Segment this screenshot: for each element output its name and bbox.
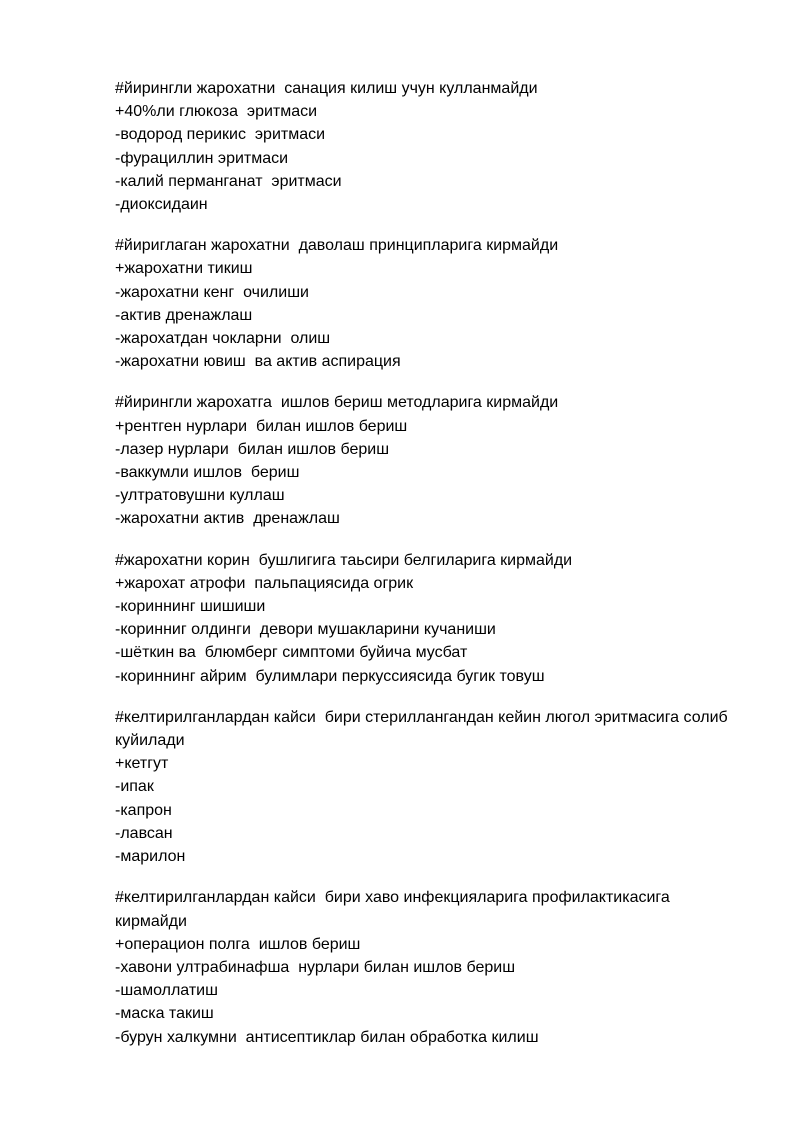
answer-option: -лазер нурлари билан ишлов бериш (115, 440, 390, 458)
answer-option: -марилон (115, 848, 186, 866)
answer-option: -маска такиш (115, 1005, 214, 1023)
answer-option: -шёткин ва блюмберг симптоми буйича мусбат (115, 644, 468, 662)
question-block-1 (115, 77, 745, 216)
answer-option: +кетгут (115, 755, 169, 773)
answer-option: -ипак (115, 778, 154, 796)
answer-option: +40%ли глюкоза эритмаси (115, 103, 318, 121)
answer-option: -актив дренажлаш (115, 306, 253, 324)
document-page (115, 77, 745, 1067)
question-block-3 (115, 391, 745, 530)
answer-option: -жарохатни кенг очилиши (115, 283, 309, 301)
answer-option: -бурун халкумни антисептиклар билан обработка килиш (115, 1028, 539, 1046)
answer-option: +рентген нурлари билан ишлов бериш (115, 417, 408, 435)
answer-option: -ваккумли ишлов бериш (115, 464, 300, 482)
answer-option: -водород перикис эритмаси (115, 126, 326, 144)
question-block-2 (115, 234, 745, 373)
question-text: #келтирилганлардан кайси бири стериллангандан кейин люгол эритмасига солиб куйилади (115, 708, 733, 750)
answer-option: -жарохатдан чокларни олиш (115, 330, 331, 348)
answer-option: +операцион полга ишлов бериш (115, 935, 361, 953)
answer-option: -хавони ултрабинафша нурлари билан ишлов бериш (115, 958, 516, 976)
answer-option: -калий перманганат эритмаси (115, 172, 342, 190)
answer-option: +жарохатни тикиш (115, 260, 253, 278)
answer-option: -фурациллин эритмаси (115, 149, 289, 167)
question-text: #келтирилганлардан кайси бири хаво инфекцияларига профилактикасига кирмайди (115, 889, 675, 930)
answer-option: -коринниг олдинги девори мушакларини кучаниши (115, 621, 496, 639)
question-text: #жарохатни корин бушлигига таьсири белгиларига кирмайди (115, 551, 573, 569)
question-block-6 (115, 886, 745, 1048)
answer-option: -капрон (115, 801, 172, 819)
question-text: #йириглаган жарохатни даволаш принципларига кирмайди (115, 237, 559, 255)
question-block-4 (115, 549, 745, 688)
question-text: #йирингли жарохатга ишлов бериш методларига кирмайди (115, 394, 559, 412)
question-block-5 (115, 706, 745, 868)
answer-option: -лавсан (115, 824, 173, 842)
answer-option: -диоксидаин (115, 196, 208, 214)
answer-option: -ултратовушни куллаш (115, 487, 285, 505)
answer-option: -кориннинг айрим булимлари перкуссиясида бугик товуш (115, 667, 545, 685)
answer-option: -шамоллатиш (115, 982, 218, 1000)
answer-option: +жарохат атрофи пальпациясида огрик (115, 574, 414, 592)
answer-option: -кориннинг шишиши (115, 598, 266, 616)
question-text: #йирингли жарохатни санация килиш учун кулланмайди (115, 80, 538, 97)
answer-option: -жарохатни актив дренажлаш (115, 510, 340, 528)
answer-option: -жарохатни ювиш ва актив аспирация (115, 353, 401, 371)
